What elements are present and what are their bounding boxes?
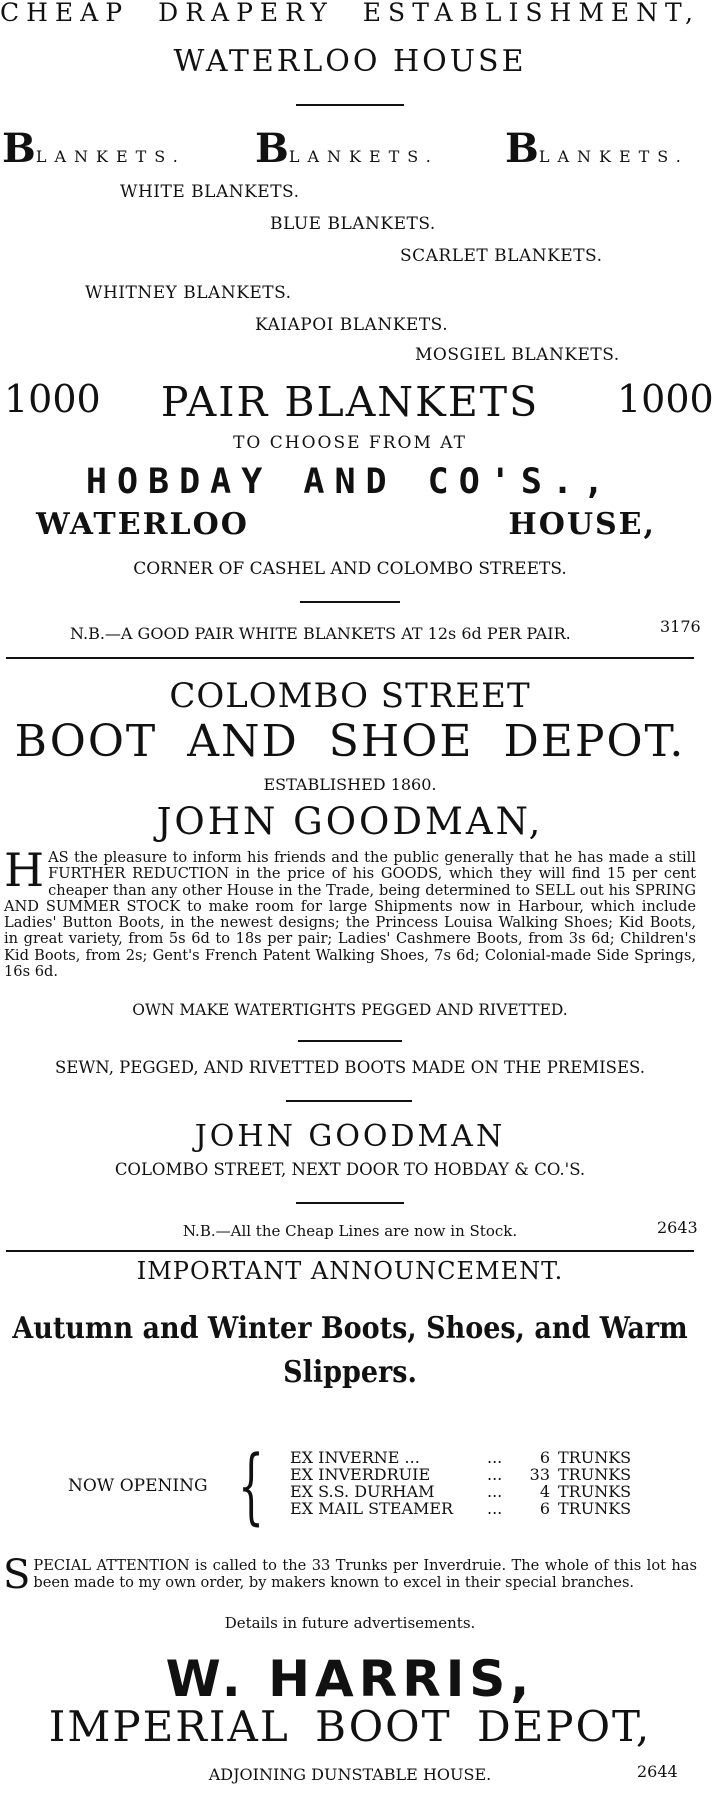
ad3-adjoining: ADJOINING DUNSTABLE HOUSE. [208, 1765, 492, 1784]
ad3-title: IMPERIAL BOOT DEPOT, [48, 1702, 652, 1751]
ad1-house-name-2: WATERLOO HOUSE, [36, 507, 656, 542]
ad1-note: N.B.—A GOOD PAIR WHITE BLANKETS AT 12s 6d PER PAIR. [70, 624, 571, 643]
ad3-paragraph [3, 1552, 697, 1598]
blanket-type: BLUE BLANKETS. [270, 214, 436, 234]
short-rule [298, 1040, 402, 1042]
blankets-word-2: BLANKETS. [255, 125, 439, 172]
short-rule [300, 601, 400, 603]
blankets-word-1: BLANKETS. [2, 125, 186, 172]
section-divider [6, 657, 694, 659]
ad2-note: N.B.—All the Cheap Lines are now in Stock. [182, 1222, 518, 1240]
curly-brace-icon: { [238, 1439, 265, 1534]
list-item: EX MAIL STEAMER ... 6 TRUNKS [290, 1499, 632, 1518]
ad2-number: 2643 [657, 1218, 698, 1237]
shipments-list [290, 1449, 670, 1517]
ad2-own-make: OWN MAKE WATERTIGHTS PEGGED AND RIVETTED. [132, 1001, 568, 1019]
ad2-location: COLOMBO STREET, NEXT DOOR TO HOBDAY & CO.'S. [114, 1160, 586, 1179]
ad1-address: CORNER OF CASHEL AND COLOMBO STREETS. [133, 559, 567, 579]
ad3-heading: IMPORTANT ANNOUNCEMENT. [136, 1257, 564, 1285]
ad1-house-name: WATERLOO HOUSE [173, 44, 527, 79]
ad1-headline: PAIR BLANKETS [160, 378, 540, 426]
blankets-word-3: BLANKETS. [505, 125, 689, 172]
ad3-headline: Autumn and Winter Boots, Shoes, and Warm Slippers. [12, 1311, 688, 1390]
ad3-number: 2644 [637, 1762, 678, 1781]
short-rule [286, 1100, 412, 1102]
quantity-left: 1000 [4, 377, 101, 421]
blanket-type: WHITNEY BLANKETS. [85, 283, 292, 303]
blanket-type: SCARLET BLANKETS. [400, 246, 603, 266]
ad2-established: ESTABLISHED 1860. [263, 775, 437, 794]
drop-cap: H [4, 843, 45, 897]
ad2-paragraph [4, 843, 696, 981]
short-rule [296, 1202, 404, 1204]
ad2-title: BOOT AND SHOE DEPOT. [14, 716, 686, 767]
drop-cap: S [3, 1552, 31, 1598]
ad3-details: Details in future advertisements. [224, 1614, 476, 1632]
list-item: EX INVERNE ... ... 6 TRUNKS [290, 1448, 632, 1467]
blanket-type: KAIAPOI BLANKETS. [255, 315, 449, 335]
list-item: EX INVERDRUIE ... 33 TRUNKS [290, 1465, 632, 1484]
ad1-number: 3176 [660, 617, 701, 636]
section-divider [6, 1250, 694, 1252]
ad1-firm-name: HOBDAY AND CO'S., [85, 462, 615, 502]
now-opening-label: NOW OPENING [68, 1476, 208, 1496]
ad2-proprietor-2: JOHN GOODMAN [194, 1119, 506, 1154]
paragraph-text: PECIAL ATTENTION is called to the 33 Trunks per Inverdruie. The whole of this lot has been made to my own order, by makers known to excel in their special branches. [33, 1557, 697, 1591]
ad1-choose: TO CHOOSE FROM AT [233, 433, 467, 453]
short-rule [296, 104, 404, 106]
list-item: EX S.S. DURHAM ... 4 TRUNKS [290, 1482, 632, 1501]
paragraph-text: AS the pleasure to inform his friends and the public generally that he has made a still FURTHER REDUCTION in the price of his GOODS, which they will find 15 per cent cheaper than any other House in the Trade, being determined to SELL out his SPRING AND SUMMER STOCK to make room for large Shipments now in Harbour, which include Ladies' Button Boots, in the newest designs; the Princess Louisa Walking Shoes; Kid Boots, in great variety, from 5s 6d to 18s per pair; Ladies' Cashmere Boots, from 3s 6d; Children's Kid Boots, from 2s; Gent's French Patent Walking Shoes, 7s 6d; Colonial-made Side Springs, 16s 6d. [4, 849, 696, 981]
blanket-type: WHITE BLANKETS. [120, 182, 300, 202]
ad2-street: COLOMBO STREET [169, 676, 531, 716]
ad3-name: W. HARRIS, [165, 1650, 535, 1708]
ad1-header: CHEAP DRAPERY ESTABLISHMENT, [0, 0, 700, 27]
blanket-type: MOSGIEL BLANKETS. [415, 345, 620, 365]
quantity-right: 1000 [617, 377, 714, 421]
ad2-proprietor: JOHN GOODMAN, [156, 800, 544, 843]
ad2-sewn: SEWN, PEGGED, AND RIVETTED BOOTS MADE ON THE PREMISES. [55, 1058, 645, 1077]
